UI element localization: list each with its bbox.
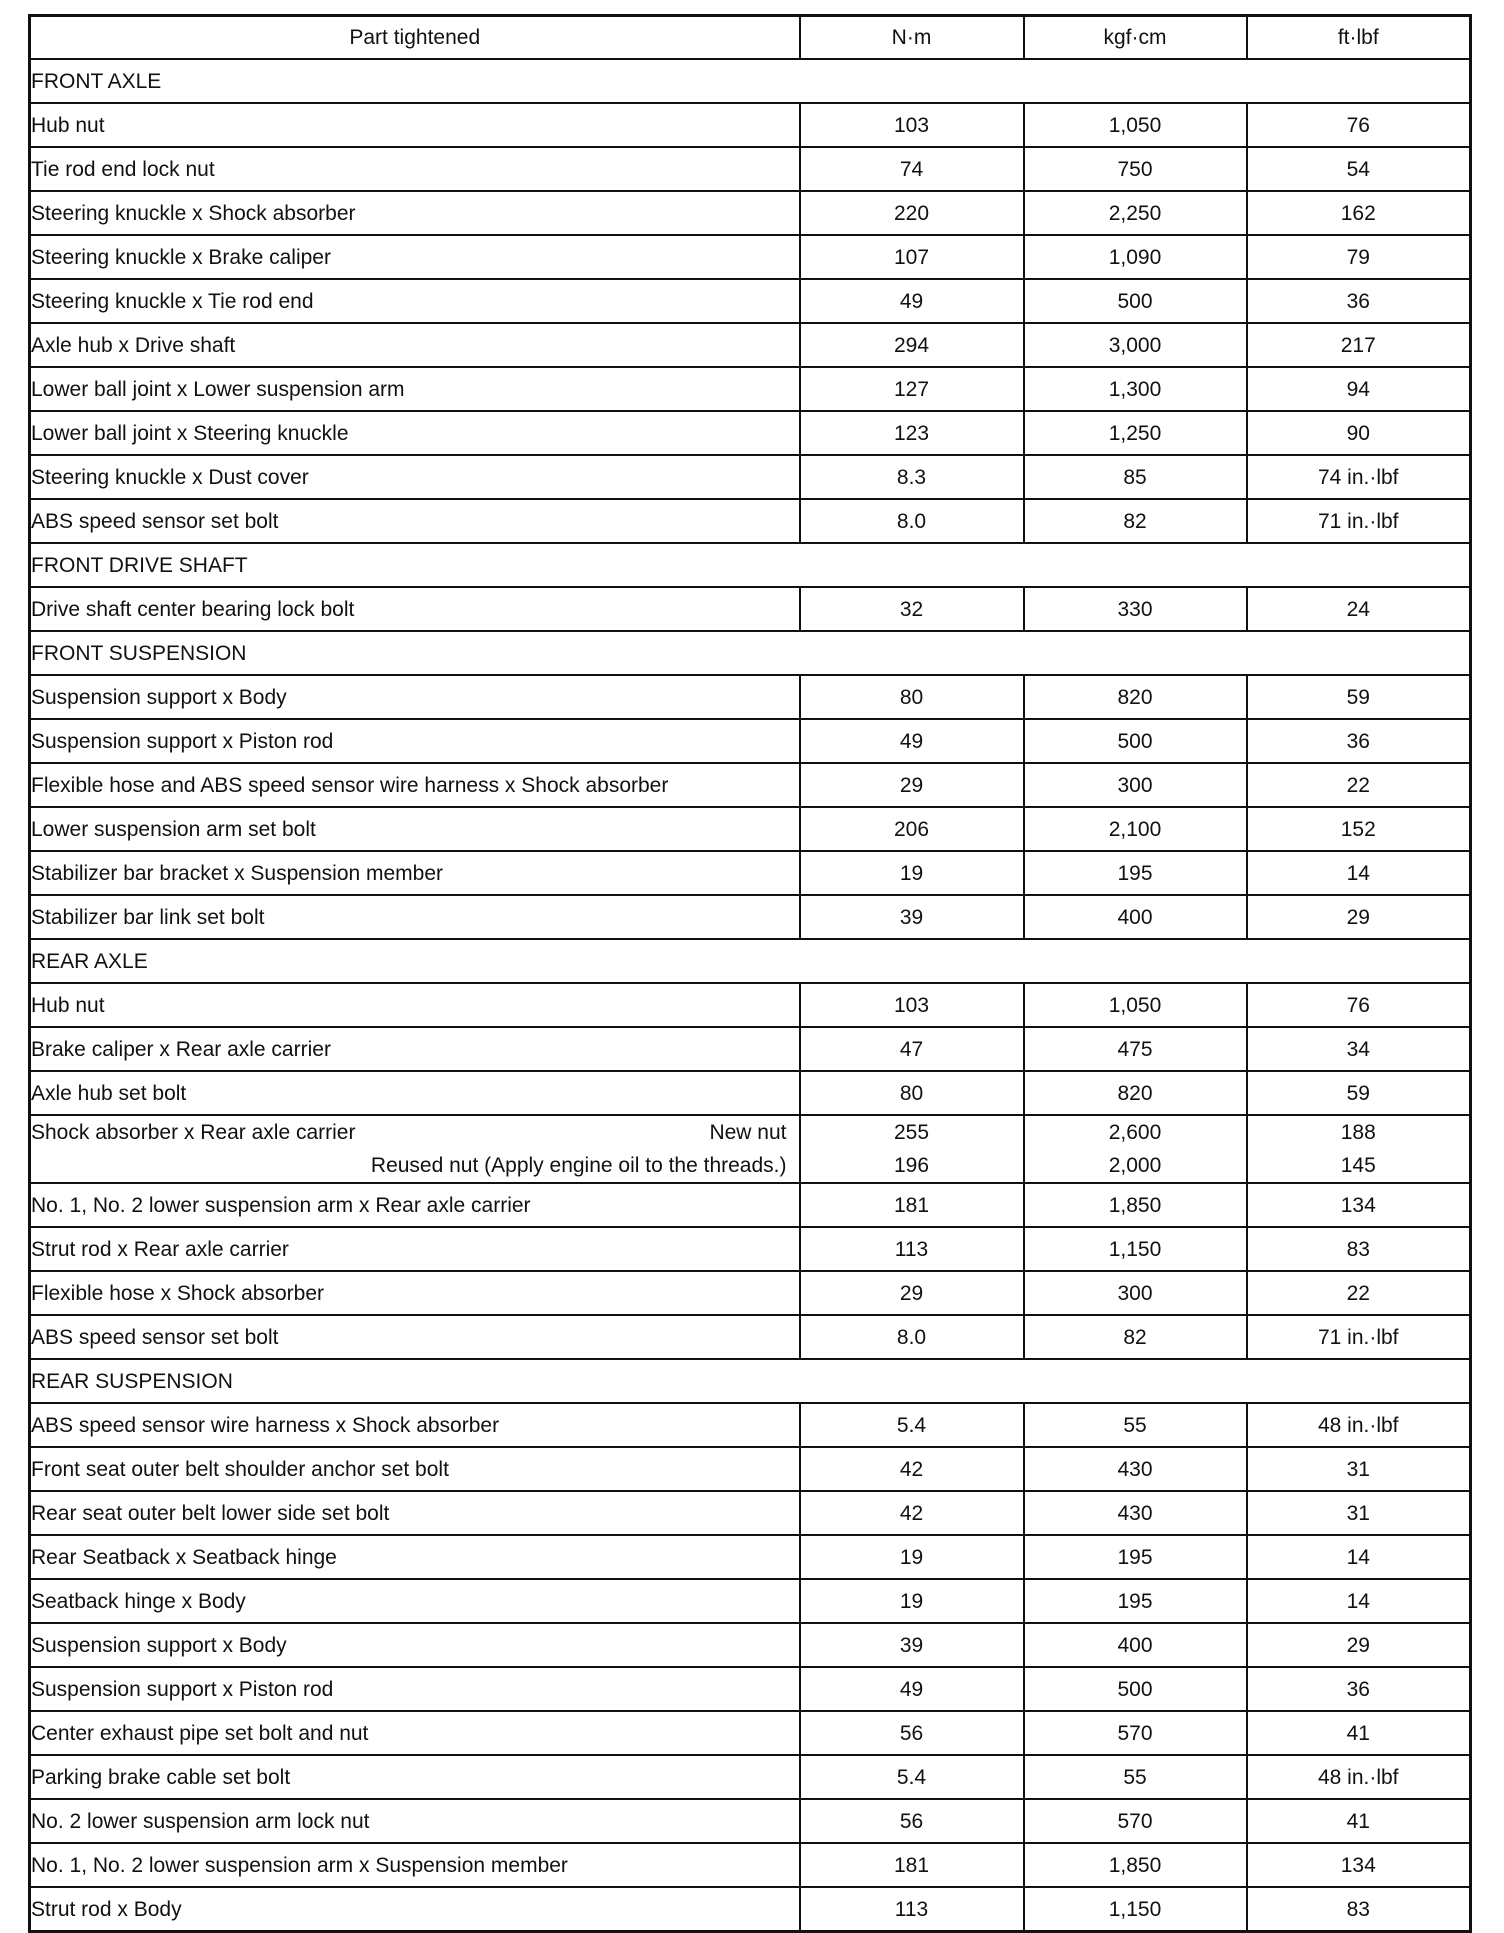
part-cell: Tie rod end lock nut [30, 147, 800, 191]
table-row [30, 895, 1471, 939]
kgfcm-cell: 2,100 [1024, 807, 1247, 851]
part-cell: Brake caliper x Rear axle carrier [30, 1027, 800, 1071]
table-row [30, 235, 1471, 279]
section-title: REAR AXLE [30, 939, 1471, 983]
kgfcm-cell: 82 [1024, 499, 1247, 543]
header-row [30, 16, 1471, 60]
part-cell: Rear seat outer belt lower side set bolt [30, 1491, 800, 1535]
part-cell: Axle hub set bolt [30, 1071, 800, 1115]
part-cell: Lower ball joint x Lower suspension arm [30, 367, 800, 411]
value-line: 2,600 [1108, 1121, 1162, 1144]
ftlbf-cell: 134 [1247, 1843, 1471, 1887]
kgfcm-cell: 430 [1024, 1447, 1247, 1491]
kgfcm-cell: 85 [1024, 455, 1247, 499]
ftlbf-cell: 14 [1247, 1579, 1471, 1623]
kgfcm-cell: 1,250 [1024, 411, 1247, 455]
table-row [30, 763, 1471, 807]
kgfcm-cell: 1,850 [1024, 1843, 1247, 1887]
part-cell: ABS speed sensor wire harness x Shock absorber [30, 1403, 800, 1447]
part-line [31, 1116, 799, 1149]
nm-cell: 80 [800, 675, 1024, 719]
ftlbf-cell: 48 in.·lbf [1247, 1755, 1471, 1799]
nm-cell: 127 [800, 367, 1024, 411]
kgfcm-cell: 300 [1024, 763, 1247, 807]
ftlbf-cell: 90 [1247, 411, 1471, 455]
kgfcm-cell: 3,000 [1024, 323, 1247, 367]
part-cell: Flexible hose x Shock absorber [30, 1271, 800, 1315]
section-title: FRONT SUSPENSION [30, 631, 1471, 675]
ftlbf-cell: 36 [1247, 1667, 1471, 1711]
table-row [30, 411, 1471, 455]
table-row [30, 587, 1471, 631]
table-row [30, 1579, 1471, 1623]
nm-cell: 42 [800, 1447, 1024, 1491]
kgfcm-cell: 820 [1024, 1071, 1247, 1115]
nm-cell: 56 [800, 1711, 1024, 1755]
part-cell: Suspension support x Piston rod [30, 719, 800, 763]
nm-cell: 42 [800, 1491, 1024, 1535]
table-row [30, 1115, 1471, 1183]
ftlbf-cell: 22 [1247, 1271, 1471, 1315]
table-row [30, 851, 1471, 895]
nm-cell: 29 [800, 763, 1024, 807]
kgfcm-cell: 1,150 [1024, 1887, 1247, 1932]
nm-cell: 5.4 [800, 1755, 1024, 1799]
part-cell [30, 1115, 800, 1183]
table-row [30, 1315, 1471, 1359]
table-row [30, 1271, 1471, 1315]
table-row [30, 719, 1471, 763]
part-cell: No. 2 lower suspension arm lock nut [30, 1799, 800, 1843]
header-ftlbf: ft·lbf [1247, 16, 1471, 60]
table-row [30, 675, 1471, 719]
kgfcm-cell: 195 [1024, 1579, 1247, 1623]
header-part-tightened: Part tightened [30, 16, 800, 60]
kgfcm-cell: 570 [1024, 1799, 1247, 1843]
ftlbf-cell: 36 [1247, 719, 1471, 763]
part-cell: No. 1, No. 2 lower suspension arm x Rear axle carrier [30, 1183, 800, 1227]
nm-cell: 206 [800, 807, 1024, 851]
section-row [30, 543, 1471, 587]
section-row [30, 1359, 1471, 1403]
nm-cell: 49 [800, 1667, 1024, 1711]
nm-cell: 220 [800, 191, 1024, 235]
ftlbf-cell: 71 in.·lbf [1247, 1315, 1471, 1359]
nm-cell: 19 [800, 1535, 1024, 1579]
table-row [30, 103, 1471, 147]
kgfcm-cell: 1,050 [1024, 103, 1247, 147]
nm-cell: 39 [800, 895, 1024, 939]
value-line: 145 [1340, 1154, 1376, 1177]
kgfcm-cell: 195 [1024, 851, 1247, 895]
kgfcm-cell: 400 [1024, 1623, 1247, 1667]
nm-cell: 123 [800, 411, 1024, 455]
part-cell: Stabilizer bar bracket x Suspension member [30, 851, 800, 895]
kgfcm-cell: 330 [1024, 587, 1247, 631]
kgfcm-cell: 400 [1024, 895, 1247, 939]
part-cell: Strut rod x Body [30, 1887, 800, 1932]
kgfcm-cell: 820 [1024, 675, 1247, 719]
table-row [30, 1447, 1471, 1491]
kgfcm-cell: 500 [1024, 1667, 1247, 1711]
ftlbf-cell: 83 [1247, 1887, 1471, 1932]
part-cell: Suspension support x Body [30, 675, 800, 719]
nm-cell: 8.3 [800, 455, 1024, 499]
ftlbf-cell: 76 [1247, 983, 1471, 1027]
kgfcm-cell [1024, 1115, 1247, 1183]
ftlbf-cell: 22 [1247, 763, 1471, 807]
torque-spec-table [28, 14, 1472, 1933]
part-cell: Parking brake cable set bolt [30, 1755, 800, 1799]
kgfcm-cell: 1,090 [1024, 235, 1247, 279]
part-cell: Seatback hinge x Body [30, 1579, 800, 1623]
kgfcm-cell: 2,250 [1024, 191, 1247, 235]
table-row [30, 1623, 1471, 1667]
table-row [30, 455, 1471, 499]
part-cell: Lower suspension arm set bolt [30, 807, 800, 851]
value-line: 196 [893, 1154, 930, 1177]
part-cell: Lower ball joint x Steering knuckle [30, 411, 800, 455]
nm-cell: 29 [800, 1271, 1024, 1315]
table-row [30, 367, 1471, 411]
kgfcm-cell: 500 [1024, 719, 1247, 763]
ftlbf-cell: 48 in.·lbf [1247, 1403, 1471, 1447]
section-title: REAR SUSPENSION [30, 1359, 1471, 1403]
nm-cell: 103 [800, 103, 1024, 147]
part-cell: Steering knuckle x Dust cover [30, 455, 800, 499]
part-cell: Flexible hose and ABS speed sensor wire harness x Shock absorber [30, 763, 800, 807]
part-cell: Steering knuckle x Tie rod end [30, 279, 800, 323]
part-cell: Stabilizer bar link set bolt [30, 895, 800, 939]
table-row [30, 1071, 1471, 1115]
nm-cell: 113 [800, 1887, 1024, 1932]
ftlbf-cell: 54 [1247, 147, 1471, 191]
ftlbf-cell: 59 [1247, 675, 1471, 719]
ftlbf-cell: 29 [1247, 1623, 1471, 1667]
table-row [30, 1755, 1471, 1799]
ftlbf-cell: 34 [1247, 1027, 1471, 1071]
nm-cell: 5.4 [800, 1403, 1024, 1447]
nm-cell: 8.0 [800, 1315, 1024, 1359]
nm-cell: 32 [800, 587, 1024, 631]
kgfcm-cell: 1,050 [1024, 983, 1247, 1027]
ftlbf-cell: 152 [1247, 807, 1471, 851]
nm-cell: 113 [800, 1227, 1024, 1271]
table-row [30, 1491, 1471, 1535]
kgfcm-cell: 82 [1024, 1315, 1247, 1359]
part-cell: Front seat outer belt shoulder anchor set bolt [30, 1447, 800, 1491]
table-row [30, 1711, 1471, 1755]
ftlbf-cell: 31 [1247, 1491, 1471, 1535]
nm-cell: 107 [800, 235, 1024, 279]
sub-label: Reused nut (Apply engine oil to the threads.) [370, 1154, 787, 1177]
table-body [30, 59, 1471, 1932]
nm-cell: 181 [800, 1843, 1024, 1887]
nm-cell: 19 [800, 851, 1024, 895]
table-row [30, 1027, 1471, 1071]
sub-label: New nut [709, 1121, 787, 1144]
nm-cell: 294 [800, 323, 1024, 367]
nm-cell: 80 [800, 1071, 1024, 1115]
nm-cell: 8.0 [800, 499, 1024, 543]
nm-cell: 103 [800, 983, 1024, 1027]
nm-cell [800, 1115, 1024, 1183]
section-row [30, 631, 1471, 675]
section-row [30, 939, 1471, 983]
nm-cell: 74 [800, 147, 1024, 191]
section-title: FRONT DRIVE SHAFT [30, 543, 1471, 587]
ftlbf-cell: 41 [1247, 1711, 1471, 1755]
header-nm: N·m [800, 16, 1024, 60]
ftlbf-cell: 134 [1247, 1183, 1471, 1227]
table-row [30, 323, 1471, 367]
table-row [30, 1535, 1471, 1579]
nm-cell: 39 [800, 1623, 1024, 1667]
ftlbf-cell: 83 [1247, 1227, 1471, 1271]
kgfcm-cell: 1,150 [1024, 1227, 1247, 1271]
part-cell: Steering knuckle x Brake caliper [30, 235, 800, 279]
part-cell: ABS speed sensor set bolt [30, 499, 800, 543]
section-row [30, 59, 1471, 103]
header-kgfcm: kgf·cm [1024, 16, 1247, 60]
ftlbf-cell: 162 [1247, 191, 1471, 235]
kgfcm-cell: 1,300 [1024, 367, 1247, 411]
value-line: 188 [1340, 1121, 1376, 1144]
nm-cell: 47 [800, 1027, 1024, 1071]
ftlbf-cell: 31 [1247, 1447, 1471, 1491]
table-row [30, 1843, 1471, 1887]
kgfcm-cell: 500 [1024, 279, 1247, 323]
part-cell: ABS speed sensor set bolt [30, 1315, 800, 1359]
table-row [30, 499, 1471, 543]
kgfcm-cell: 195 [1024, 1535, 1247, 1579]
ftlbf-cell: 29 [1247, 895, 1471, 939]
part-cell: Drive shaft center bearing lock bolt [30, 587, 800, 631]
value-line: 255 [893, 1121, 930, 1144]
ftlbf-cell: 76 [1247, 103, 1471, 147]
table-row [30, 147, 1471, 191]
table-row [30, 1667, 1471, 1711]
part-cell: Strut rod x Rear axle carrier [30, 1227, 800, 1271]
ftlbf-cell: 59 [1247, 1071, 1471, 1115]
kgfcm-cell: 300 [1024, 1271, 1247, 1315]
ftlbf-cell [1247, 1115, 1471, 1183]
value-line: 2,000 [1108, 1154, 1162, 1177]
section-title: FRONT AXLE [30, 59, 1471, 103]
kgfcm-cell: 55 [1024, 1403, 1247, 1447]
ftlbf-cell: 217 [1247, 323, 1471, 367]
ftlbf-cell: 36 [1247, 279, 1471, 323]
part-cell: Suspension support x Piston rod [30, 1667, 800, 1711]
nm-cell: 49 [800, 279, 1024, 323]
nm-cell: 56 [800, 1799, 1024, 1843]
part-cell: Axle hub x Drive shaft [30, 323, 800, 367]
part-cell: Rear Seatback x Seatback hinge [30, 1535, 800, 1579]
ftlbf-cell: 41 [1247, 1799, 1471, 1843]
table-row [30, 1183, 1471, 1227]
table-row [30, 807, 1471, 851]
kgfcm-cell: 1,850 [1024, 1183, 1247, 1227]
ftlbf-cell: 94 [1247, 367, 1471, 411]
ftlbf-cell: 24 [1247, 587, 1471, 631]
table-row [30, 279, 1471, 323]
part-cell: No. 1, No. 2 lower suspension arm x Suspension member [30, 1843, 800, 1887]
table-row [30, 1887, 1471, 1932]
kgfcm-cell: 55 [1024, 1755, 1247, 1799]
part-cell: Center exhaust pipe set bolt and nut [30, 1711, 800, 1755]
part-cell: Hub nut [30, 103, 800, 147]
ftlbf-cell: 14 [1247, 1535, 1471, 1579]
table-row [30, 1227, 1471, 1271]
part-cell: Hub nut [30, 983, 800, 1027]
nm-cell: 181 [800, 1183, 1024, 1227]
table-row [30, 1799, 1471, 1843]
kgfcm-cell: 430 [1024, 1491, 1247, 1535]
part-cell: Steering knuckle x Shock absorber [30, 191, 800, 235]
kgfcm-cell: 570 [1024, 1711, 1247, 1755]
ftlbf-cell: 79 [1247, 235, 1471, 279]
nm-cell: 49 [800, 719, 1024, 763]
table-row [30, 1403, 1471, 1447]
kgfcm-cell: 475 [1024, 1027, 1247, 1071]
table-row [30, 983, 1471, 1027]
nm-cell: 19 [800, 1579, 1024, 1623]
ftlbf-cell: 74 in.·lbf [1247, 455, 1471, 499]
ftlbf-cell: 71 in.·lbf [1247, 499, 1471, 543]
part-cell: Suspension support x Body [30, 1623, 800, 1667]
table-row [30, 191, 1471, 235]
kgfcm-cell: 750 [1024, 147, 1247, 191]
part-line [31, 1149, 799, 1182]
ftlbf-cell: 14 [1247, 851, 1471, 895]
part-name: Shock absorber x Rear axle carrier [31, 1121, 356, 1144]
